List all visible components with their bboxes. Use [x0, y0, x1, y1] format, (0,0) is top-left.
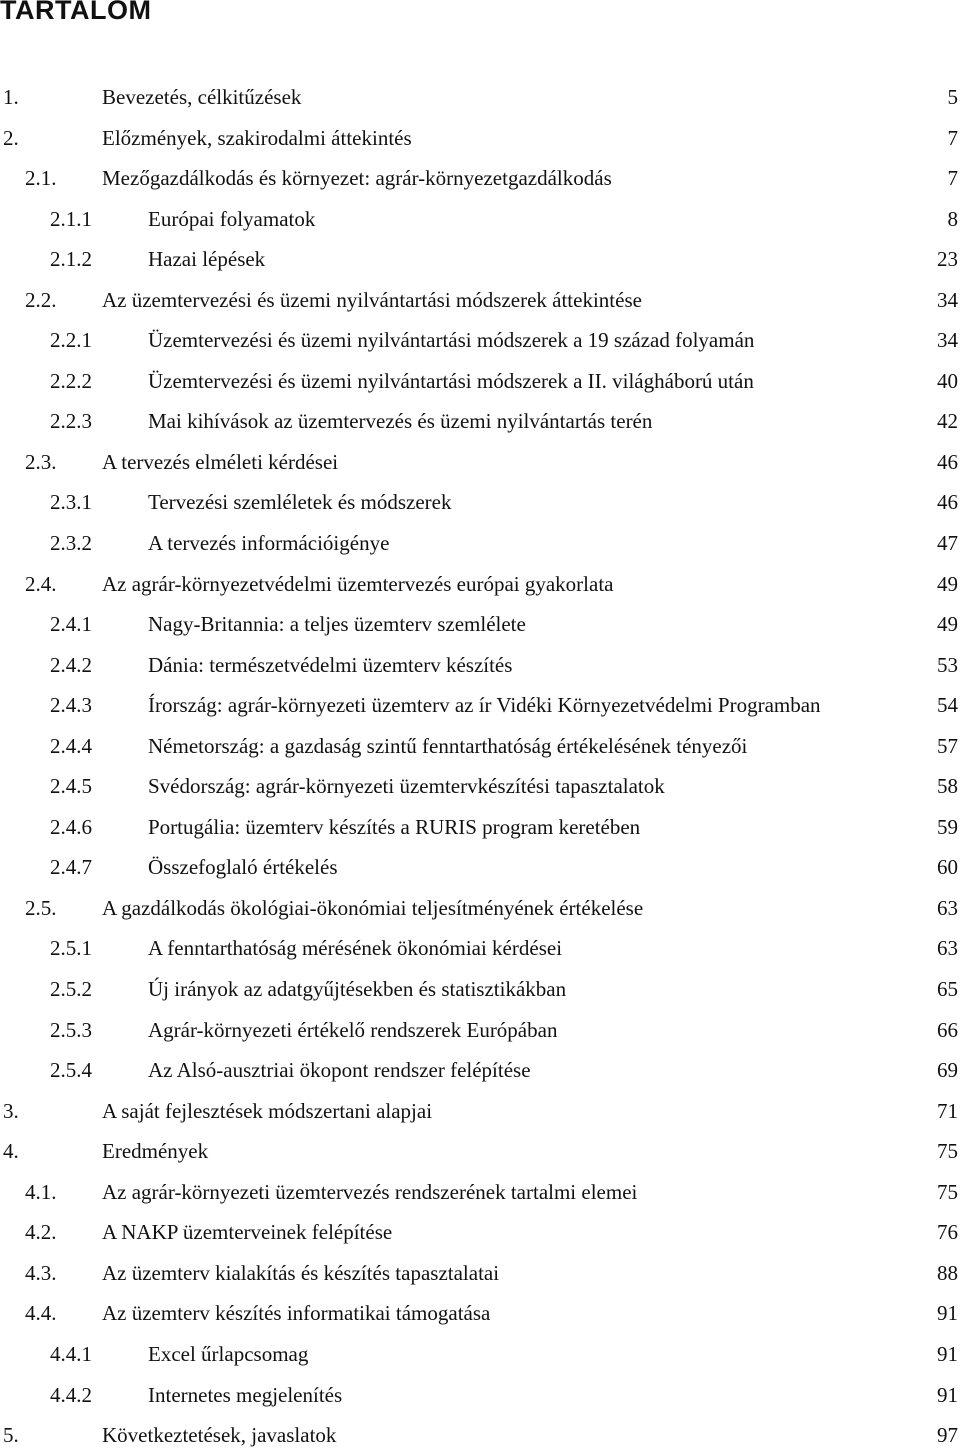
toc-entry-page: 75	[937, 1139, 958, 1164]
toc-entry-number: 2.1.1	[50, 206, 92, 231]
toc-entry-number: 3.	[3, 1098, 19, 1123]
toc-entry-page: 60	[937, 855, 958, 880]
toc-entry-number: 2.4.2	[50, 652, 92, 677]
toc-entry-number: 2.2.2	[50, 368, 92, 393]
toc-entry-page: 5	[947, 85, 958, 109]
toc-entry-title: Mezőgazdálkodás és környezet: agrár-környezetgazdálkodás	[102, 166, 612, 191]
toc-entry-page: 71	[937, 1098, 958, 1123]
toc-entry-page: 59	[937, 814, 958, 839]
toc-entry-title: Eredmények	[102, 1139, 209, 1164]
toc-entry-page: 57	[937, 733, 958, 758]
toc-entry-number: 2.	[3, 125, 19, 150]
toc-entry	[0, 482, 960, 523]
toc-entry-page: 97	[937, 1423, 958, 1448]
toc-entry-title: A NAKP üzemterveinek felépítése	[102, 1220, 393, 1245]
toc-entry-number: 1.	[3, 85, 19, 109]
toc-entry-page: 46	[937, 449, 958, 474]
toc-entry	[0, 239, 960, 280]
toc-entry-number: 2.3.	[25, 449, 57, 474]
toc-entry-number: 4.4.	[25, 1301, 57, 1326]
toc-entry-page: 75	[937, 1179, 958, 1204]
toc-entry-number: 5.	[3, 1423, 19, 1448]
toc-entry-page: 54	[937, 693, 958, 718]
toc-entry	[0, 807, 960, 848]
toc-entry-number: 2.4.1	[50, 612, 92, 637]
toc-entry-number: 4.	[3, 1139, 19, 1164]
toc-entry-title: Bevezetés, célkitűzések	[102, 85, 302, 109]
toc-entry-title: Írország: agrár-környezeti üzemterv az ír Vidéki Környezetvédelmi Programban	[148, 693, 821, 718]
toc-entry-number: 4.4.1	[50, 1341, 92, 1366]
toc-entry-number: 2.5.2	[50, 977, 92, 1002]
toc-entry-title: Excel űrlapcsomag	[148, 1341, 309, 1366]
toc-entry-title: Tervezési szemléletek és módszerek	[148, 490, 452, 515]
toc-entry-title: Üzemtervezési és üzemi nyilvántartási módszerek a II. világháború után	[148, 368, 754, 393]
toc-entry-title: Előzmények, szakirodalmi áttekintés	[102, 125, 412, 150]
toc-entry	[0, 969, 960, 1010]
toc-entry	[0, 1293, 960, 1334]
toc-entry-page: 65	[937, 977, 958, 1002]
toc-entry-number: 2.4.4	[50, 733, 92, 758]
toc-entry-page: 40	[937, 368, 958, 393]
toc-entry-title: Dánia: természetvédelmi üzemterv készítés	[148, 652, 513, 677]
toc-entry	[0, 1131, 960, 1172]
toc-entry-number: 4.3.	[25, 1260, 57, 1285]
toc-entry-page: 76	[937, 1220, 958, 1245]
toc-entry	[0, 564, 960, 605]
toc-entry	[0, 401, 960, 442]
toc-entry-number: 2.4.	[25, 571, 57, 596]
toc-entry-page: 46	[937, 490, 958, 515]
toc-entry	[0, 847, 960, 888]
toc-entry	[0, 280, 960, 321]
toc-entry	[0, 77, 960, 118]
toc-entry-number: 2.5.4	[50, 1058, 92, 1083]
toc-entry-title: Az üzemtervezési és üzemi nyilvántartási módszerek áttekintése	[102, 287, 642, 312]
toc-entry-title: Új irányok az adatgyűjtésekben és statisztikákban	[148, 977, 567, 1002]
toc-entry-number: 2.1.2	[50, 247, 92, 272]
toc-entry	[0, 1010, 960, 1051]
toc-entry-number: 2.2.3	[50, 409, 92, 434]
toc-entry-title: Az Alsó-ausztriai ökopont rendszer felépítése	[148, 1058, 531, 1083]
toc-entry-title: Üzemtervezési és üzemi nyilvántartási módszerek a 19 század folyamán	[148, 328, 755, 353]
toc-entry	[0, 1050, 960, 1091]
toc-entry-page: 53	[937, 652, 958, 677]
toc-entry-page: 8	[947, 206, 958, 231]
toc-entry-title: A tervezés információigénye	[148, 531, 390, 556]
toc-entry-page: 47	[937, 531, 958, 556]
toc-entry-number: 4.1.	[25, 1179, 57, 1204]
toc-entry-title: A gazdálkodás ökológiai-ökonómiai teljesítményének értékelése	[102, 895, 644, 920]
toc-entry-number: 2.3.2	[50, 531, 92, 556]
toc-entry-page: 7	[947, 166, 958, 191]
toc-entry-number: 2.5.1	[50, 936, 92, 961]
toc-entry-page: 7	[947, 125, 958, 150]
toc-entry-title: Következtetések, javaslatok	[102, 1423, 337, 1448]
toc-entry-number: 2.4.3	[50, 693, 92, 718]
toc-entry	[0, 1334, 960, 1375]
toc-entry	[0, 604, 960, 645]
toc-entry-page: 58	[937, 774, 958, 799]
toc-entry-title: Agrár-környezeti értékelő rendszerek Európában	[148, 1017, 558, 1042]
toc-entry-title: A saját fejlesztések módszertani alapjai	[102, 1098, 433, 1123]
toc-entry-title: Az üzemterv kialakítás és készítés tapasztalatai	[102, 1260, 500, 1285]
toc-entry-number: 2.4.5	[50, 774, 92, 799]
page-title: TARTALOM	[0, 0, 152, 25]
toc-entry-page: 88	[937, 1260, 958, 1285]
toc-entry-page: 91	[937, 1301, 958, 1326]
toc-entry	[0, 1375, 960, 1416]
toc-entry	[0, 685, 960, 726]
toc-entry	[0, 320, 960, 361]
toc-entry	[0, 1212, 960, 1253]
toc-entry-page: 34	[937, 328, 958, 353]
toc-entry	[0, 442, 960, 483]
toc-entry-page: 63	[937, 895, 958, 920]
toc-entry-title: Az üzemterv készítés informatikai támogatása	[102, 1301, 491, 1326]
toc-entry-title: Németország: a gazdaság szintű fenntarthatóság értékelésének tényezői	[148, 733, 748, 758]
toc-entry-title: Portugália: üzemterv készítés a RURIS program keretében	[148, 814, 641, 839]
toc-entry-number: 4.4.2	[50, 1382, 92, 1407]
toc-entry-title: Nagy-Britannia: a teljes üzemterv szemlélete	[148, 612, 526, 637]
toc-entry-number: 4.2.	[25, 1220, 57, 1245]
toc-entry-number: 2.1.	[25, 166, 57, 191]
toc-entry-page: 42	[937, 409, 958, 434]
toc-entry	[0, 118, 960, 159]
toc-entry-page: 91	[937, 1341, 958, 1366]
toc-entry-page: 34	[937, 287, 958, 312]
toc-entry-title: Hazai lépések	[148, 247, 266, 272]
toc-entry-title: Európai folyamatok	[148, 206, 316, 231]
toc-entry-title: Az agrár-környezetvédelmi üzemtervezés európai gyakorlata	[102, 571, 614, 596]
toc-entry	[0, 1253, 960, 1294]
toc-entry-page: 49	[937, 612, 958, 637]
toc-entry	[0, 726, 960, 767]
toc-entry	[0, 158, 960, 199]
toc-entry	[0, 888, 960, 929]
toc-entry-page: 66	[937, 1017, 958, 1042]
toc-entry	[0, 645, 960, 686]
toc-entry-title: Mai kihívások az üzemtervezés és üzemi nyilvántartás terén	[148, 409, 653, 434]
toc-entry-number: 2.5.	[25, 895, 57, 920]
toc-entry	[0, 199, 960, 240]
toc-entry-number: 2.2.	[25, 287, 57, 312]
toc-entry-title: Svédország: agrár-környezeti üzemtervkészítési tapasztalatok	[148, 774, 665, 799]
toc-entry-page: 49	[937, 571, 958, 596]
toc-entry-title: A fenntarthatóság mérésének ökonómiai kérdései	[148, 936, 563, 961]
toc-entry-number: 2.4.6	[50, 814, 92, 839]
toc-entry-title: A tervezés elméleti kérdései	[102, 449, 339, 474]
toc-entry-number: 2.5.3	[50, 1017, 92, 1042]
table-of-contents	[0, 77, 960, 1456]
toc-entry-number: 2.3.1	[50, 490, 92, 515]
toc-entry	[0, 1091, 960, 1132]
toc-entry-page: 69	[937, 1058, 958, 1083]
toc-entry-title: Összefoglaló értékelés	[148, 855, 338, 880]
toc-entry-page: 91	[937, 1382, 958, 1407]
toc-entry	[0, 1415, 960, 1456]
toc-entry	[0, 928, 960, 969]
toc-entry-number: 2.2.1	[50, 328, 92, 353]
toc-entry-title: Az agrár-környezeti üzemtervezés rendszerének tartalmi elemei	[102, 1179, 638, 1204]
toc-entry-page: 23	[937, 247, 958, 272]
toc-entry	[0, 766, 960, 807]
toc-entry	[0, 1172, 960, 1213]
toc-entry-number: 2.4.7	[50, 855, 92, 880]
toc-entry	[0, 361, 960, 402]
toc-entry-page: 63	[937, 936, 958, 961]
toc-entry	[0, 523, 960, 564]
toc-entry-title: Internetes megjelenítés	[148, 1382, 343, 1407]
